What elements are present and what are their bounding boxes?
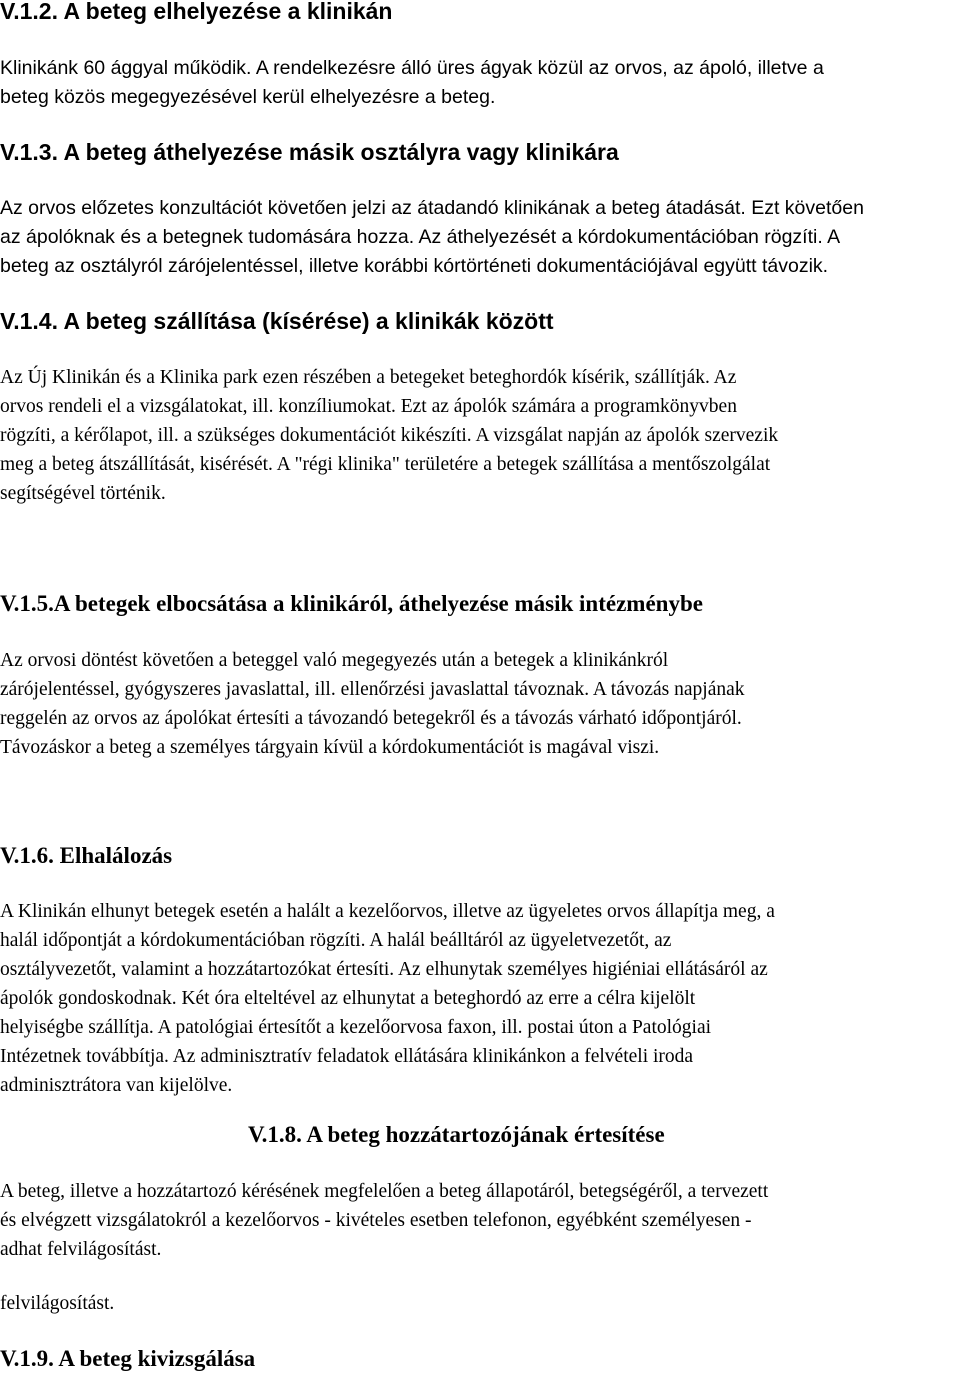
paragraph-line: Az orvos előzetes konzultációt követően jelzi az átadandó klinikának a beteg átadását. Ezt követően <box>0 197 864 219</box>
paragraph-line: ápolók gondoskodnak. Két óra elteltével az elhunytat a beteghordó az erre a célra kijelölt <box>0 988 696 1009</box>
paragraph-line: halál időpontját a kórdokumentációban rögzíti. A halál beálltáról az ügyeletvezetőt, az <box>0 930 672 951</box>
paragraph-line: Klinikánk 60 ággyal működik. A rendelkezésre álló üres ágyak közül az orvos, az ápoló, illetve a <box>0 57 824 79</box>
paragraph-line: orvos rendeli el a vizsgálatokat, ill. konzíliumokat. Ezt az ápolók számára a programkönyvben <box>0 396 737 417</box>
section-paragraph-v-1-4 <box>0 363 958 508</box>
paragraph-line: Az Új Klinikán és a Klinika park ezen részében a betegeket beteghordók kísérik, szállítják. Az <box>0 367 737 388</box>
section-paragraph-v-1-5 <box>0 646 958 762</box>
section-heading-v-1-9: V.1.9. A beteg kivizsgálása <box>0 1346 256 1371</box>
paragraph-line: osztályvezetőt, valamint a hozzátartozókat értesíti. Az elhunytak személyes higiéniai ellátásáról az <box>0 959 768 980</box>
paragraph-line: Távozáskor a beteg a személyes tárgyain kívül a kórdokumentációt is magával viszi. <box>0 737 660 758</box>
section-heading-v-1-8: V.1.8. A beteg hozzátartozójának értesítése <box>248 1122 665 1147</box>
paragraph-line: meg a beteg átszállítását, kisérését. A "régi klinika" területére a betegek szállítása a mentőszolgálat <box>0 454 771 475</box>
paragraph-line: Intézetnek továbbítja. Az adminisztratív feladatok ellátására klinikánkon a felvételi iroda <box>0 1046 694 1067</box>
paragraph-line: és elvégzett vizsgálatokról a kezelőorvos - kivételes esetben telefonon, egyébként személyesen - <box>0 1210 752 1231</box>
paragraph-line: zárójelentéssel, gyógyszeres javaslattal, ill. ellenőrzési javaslattal távoznak. A távozás napjának <box>0 679 745 700</box>
section-heading-v-1-3: V.1.3. A beteg áthelyezése másik osztályra vagy klinikára <box>0 139 619 165</box>
paragraph-line: A beteg, illetve a hozzátartozó kérésének megfelelően a beteg állapotáról, betegségéről, a tervezett <box>0 1181 769 1202</box>
section-heading-v-1-5: V.1.5.A betegek elbocsátása a klinikáról, áthelyezése másik intézménybe <box>0 591 703 616</box>
paragraph-line: beteg az osztályról zárójelentéssel, illetve korábbi kórtörténeti dokumentációjával együtt távozik. <box>0 255 829 277</box>
paragraph-line: reggelén az orvos az ápolókat értesíti a távozandó betegekről és a távozás várható időpontjáról. <box>0 708 742 729</box>
paragraph-line: helyiségbe szállítja. A patológiai értesítőt a kezelőorvosa faxon, ill. postai úton a Patológiai <box>0 1017 712 1038</box>
paragraph-line: beteg közös megegyezésével kerül elhelyezésre a beteg. <box>0 86 496 108</box>
trailing-line: felvilágosítást. <box>0 1293 115 1314</box>
section-heading-v-1-4: V.1.4. A beteg szállítása (kísérése) a klinikák között <box>0 308 554 334</box>
paragraph-line: adminisztrátora van kijelölve. <box>0 1075 233 1096</box>
paragraph-line: adhat felvilágosítást. <box>0 1239 162 1260</box>
paragraph-line: rögzíti, a kérőlapot, ill. a szükséges dokumentációt kikészíti. A vizsgálat napján az ápolók szervezik <box>0 425 779 446</box>
section-paragraph-v-1-2 <box>0 54 958 112</box>
section-heading-v-1-6: V.1.6. Elhalálozás <box>0 843 173 868</box>
section-heading-v-1-2: V.1.2. A beteg elhelyezése a klinikán <box>0 0 393 24</box>
paragraph-line: az ápolóknak és a betegnek tudomására hozza. Az áthelyezését a kórdokumentációban rögzíti. A <box>0 226 841 248</box>
paragraph-line: A Klinikán elhunyt betegek esetén a halált a kezelőorvos, illetve az ügyeletes orvos állapítja meg, a <box>0 901 775 922</box>
paragraph-line: segítségével történik. <box>0 483 166 504</box>
paragraph-line: Az orvosi döntést követően a beteggel való megegyezés után a betegek a klinikánkról <box>0 650 669 671</box>
section-paragraph-v-1-6 <box>0 897 958 1100</box>
section-paragraph-v-1-8 <box>0 1177 958 1264</box>
section-paragraph-v-1-3 <box>0 194 958 281</box>
